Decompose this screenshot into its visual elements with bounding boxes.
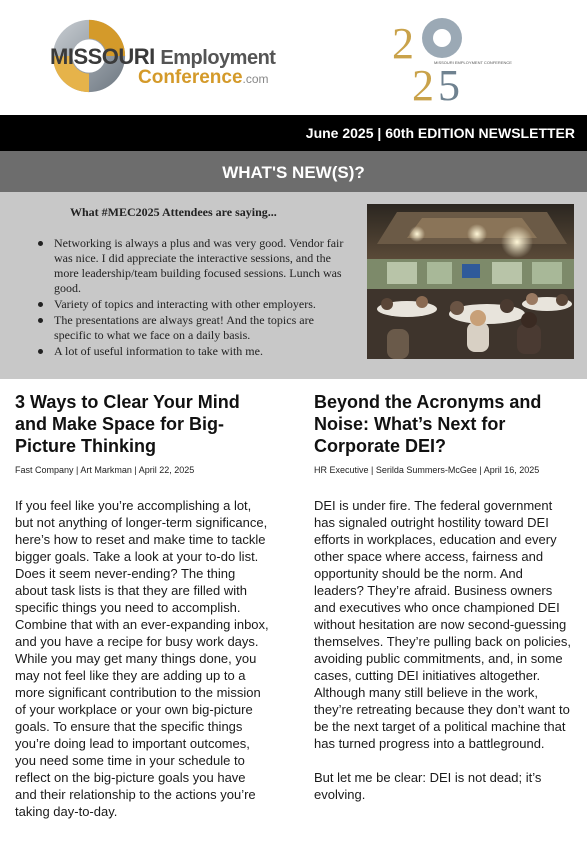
article-paragraph: If you feel like you’re accomplishing a lot, but not anything of longer-term significance, here’s how to reset and make time to tackle bigger goals. Take a look at your to-do list. Does it seem never-ending? The thing about task lists is that they are filled with specific things you need to accomplish. Combine that with an ever-expanding inbox, and you have a recipe for busy work days. While you may get many things done, you may not feel like they are adding up to a more significant contribution to the mission of your workplace or your own big-picture goals. To ensure that the specific things you’re doing lead to important outcomes, you need some time in your schedule to reflect on the big-picture goals you have and their relationship to the actions you’re taking day-to-day. <box>15 498 269 819</box>
article-right <box>314 391 574 803</box>
conference-photo <box>367 204 574 359</box>
list-item: Variety of topics and interacting with other employers. <box>36 297 354 312</box>
svg-text:2: 2 <box>412 61 434 110</box>
article-byline: Fast Company | Art Markman | April 22, 2025 <box>15 465 195 475</box>
article-left <box>15 391 270 820</box>
article-body <box>15 497 270 820</box>
section-banner <box>0 151 587 192</box>
logo-wordmark-bottom: Conference.com <box>138 67 269 88</box>
svg-text:MISSOURI EMPLOYMENT CONFERENCE: MISSOURI EMPLOYMENT CONFERENCE <box>434 60 512 65</box>
edition-label: June 2025 | 60th EDITION NEWSLETTER <box>305 125 575 141</box>
article-title[interactable]: Beyond the Acronyms and Noise: What’s Next for Corporate DEI? <box>314 392 542 456</box>
logo-wordmark-top: MISSOURI Employment <box>50 44 276 69</box>
testimonial-list <box>36 236 354 360</box>
testimonial-section <box>0 192 587 379</box>
article-body <box>314 497 574 803</box>
svg-text:5: 5 <box>438 61 460 110</box>
article-title[interactable]: 3 Ways to Clear Your Mind and Make Space for Big-Picture Thinking <box>15 392 240 456</box>
list-item: Networking is always a plus and was very good. Vendor fair was nice. I did appreciate the interactive sessions, and the more leadership/team building focused sessions. Lunch was good. <box>36 236 354 296</box>
article-paragraph: But let me be clear: DEI is not dead; it’s evolving. <box>314 770 542 802</box>
newsletter-header <box>0 0 587 115</box>
article-byline: HR Executive | Serilda Summers-McGee | April 16, 2025 <box>314 465 540 475</box>
section-title: WHAT'S NEW(S)? <box>222 163 365 182</box>
svg-text:2: 2 <box>392 19 414 68</box>
list-item: A lot of useful information to take with me. <box>36 344 354 359</box>
article-paragraph: DEI is under fire. The federal government has signaled outright hostility toward DEI efforts in workplaces, education and every other space where access, fairness and opportunity should be the norm. And leaders? They’re afraid. Business owners and executives who once championed DEI without hesitation are now second-guessing themselves. They’re pulling back on policies, avoiding public commitments, and, in some cases, cutting DEI initiatives altogether. Although many still believe in the work, they’re retreating because they don’t want to be the next target of a political machine that has turned progress into a battleground. <box>314 498 572 751</box>
list-item: The presentations are always great! And the topics are specific to what we face on a daily basis. <box>36 313 354 343</box>
year-2025-logo-icon <box>390 14 512 110</box>
edition-bar <box>0 115 587 151</box>
testimonial-heading: What #MEC2025 Attendees are saying... <box>70 205 277 219</box>
